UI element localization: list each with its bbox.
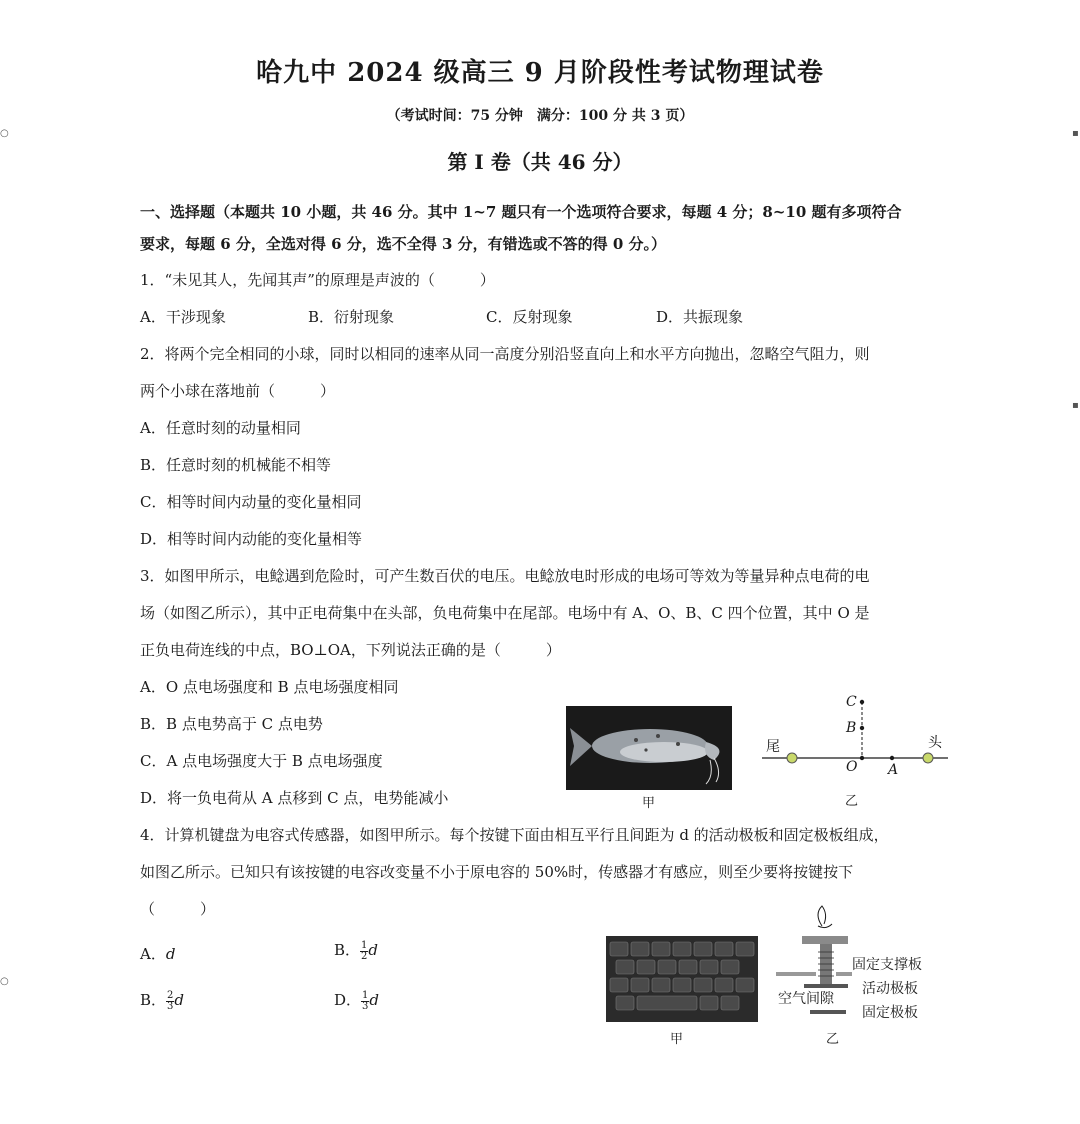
instructions-line-1: 一、选择题（本题共 10 小题，共 46 分。其中 1~7 题只有一个选项符合要求，每题 4 分；8~10 题有多项符合 — [140, 203, 902, 221]
q3-label-tail: 尾 — [766, 739, 780, 755]
q4-label-support: 固定支撑板 — [852, 957, 922, 973]
q4-option-b-numerator: 1 — [361, 939, 368, 951]
q4-option-c-prefix: B． — [140, 991, 167, 1009]
q1-stem: 1．“未见其人，先闻其声”的原理是声波的（ ） — [140, 271, 495, 289]
q3-fig-jia-caption: 甲 — [642, 796, 656, 811]
q3-option-b: B．B 点电势高于 C 点电势 — [140, 715, 323, 733]
q1-option-a: A．干涉现象 — [140, 308, 226, 326]
q3-option-d: D．将一负电荷从 A 点移到 C 点，电势能减小 — [140, 789, 449, 807]
q3-label-b: B — [846, 720, 857, 736]
instructions-line-2: 要求，每题 6 分，全选对得 6 分，选不全得 3 分，有错选或不答的得 0 分。） — [140, 235, 667, 253]
q2-stem-line-1: 2．将两个完全相同的小球，同时以相同的速率从同一高度分别沿竖直向上和水平方向抛出，忽略空气阻力，则 — [140, 345, 870, 363]
exam-subtitle: （考试时间：75 分钟 满分：100 分 共 3 页） — [386, 108, 694, 124]
q2-option-a: A．任意时刻的动量相同 — [140, 419, 301, 437]
q3-label-head: 头 — [928, 735, 942, 751]
q3-label-o: O — [846, 759, 858, 775]
q4-option-d — [334, 990, 379, 1012]
q2-option-d: D．相等时间内动能的变化量相等 — [140, 530, 363, 548]
q4-option-b-denominator: 2 — [361, 950, 368, 962]
q4-option-a — [140, 944, 175, 964]
q4-option-d-var: d — [369, 991, 380, 1009]
q1-option-c: C．反射现象 — [486, 308, 573, 326]
q4-option-d-numerator: 1 — [362, 989, 369, 1001]
q1-option-b: B．衍射现象 — [308, 308, 395, 326]
q4-option-c — [140, 990, 184, 1012]
q4-fig-jia-caption: 甲 — [670, 1032, 684, 1047]
q3-catfish-photo — [566, 706, 732, 790]
q3-option-a: A．O 点电场强度和 B 点电场强度相同 — [140, 678, 399, 696]
q4-option-c-var: d — [174, 991, 185, 1009]
right-edge-mark: ▪ — [1072, 400, 1079, 411]
exam-title: 哈九中 2024 级高三 9 月阶段性考试物理试卷 — [256, 58, 824, 88]
q4-option-b-var: d — [368, 941, 379, 959]
q4-option-b-prefix: B． — [334, 941, 361, 959]
q1-option-d: D．共振现象 — [656, 308, 744, 326]
q4-label-moving: 活动极板 — [862, 981, 918, 997]
q4-option-d-denominator: 3 — [362, 1000, 369, 1012]
q4-option-c-denominator: 3 — [167, 1000, 174, 1012]
q4-stem-line-2: 如图乙所示。已知只有该按键的电容改变量不小于原电容的 50%时，传感器才有感应，则至少要将按键按下 — [140, 863, 854, 881]
q4-option-b — [334, 940, 378, 962]
q4-option-a-prefix: A． — [140, 945, 166, 963]
q3-option-c: C．A 点电场强度大于 B 点电场强度 — [140, 752, 383, 770]
q3-stem-line-2: 场（如图乙所示），其中正电荷集中在头部，负电荷集中在尾部。电场中有 A、O、B、C 四个位置，其中 O 是 — [140, 604, 870, 622]
q2-option-b: B．任意时刻的机械能不相等 — [140, 456, 332, 474]
q3-stem-line-3: 正负电荷连线的中点，BO⊥OA，下列说法正确的是（ ） — [140, 641, 561, 659]
q3-label-a: A — [888, 762, 899, 778]
q3-fig-yi-caption: 乙 — [845, 794, 859, 809]
q2-option-c: C．相等时间内动量的变化量相同 — [140, 493, 362, 511]
q4-option-c-numerator: 2 — [167, 989, 174, 1001]
section-heading: 第 I 卷（共 46 分） — [447, 150, 633, 174]
left-edge-mark: ○ — [0, 976, 9, 987]
q2-stem-line-2: 两个小球在落地前（ ） — [140, 382, 336, 400]
q4-fig-yi-caption: 乙 — [826, 1032, 840, 1047]
left-edge-mark: ○ — [0, 128, 9, 139]
q4-label-air-gap: 空气间隙 — [778, 991, 834, 1007]
q3-label-c: C — [846, 694, 857, 710]
q4-stem-line-3: （ ） — [140, 900, 216, 918]
right-edge-mark: ▪ — [1072, 128, 1079, 139]
q4-stem-line-1: 4．计算机键盘为电容式传感器，如图甲所示。每个按键下面由相互平行且间距为 d 的活动极板和固定极板组成， — [140, 826, 889, 844]
q4-label-fixed: 固定极板 — [862, 1005, 918, 1021]
q4-keyboard-photo — [606, 936, 758, 1022]
q4-option-d-prefix: D． — [334, 991, 362, 1009]
q4-option-a-var: d — [165, 945, 176, 963]
q3-stem-line-1: 3．如图甲所示，电鲶遇到危险时，可产生数百伏的电压。电鲶放电时形成的电场可等效为等量异种点电荷的电 — [140, 567, 870, 585]
